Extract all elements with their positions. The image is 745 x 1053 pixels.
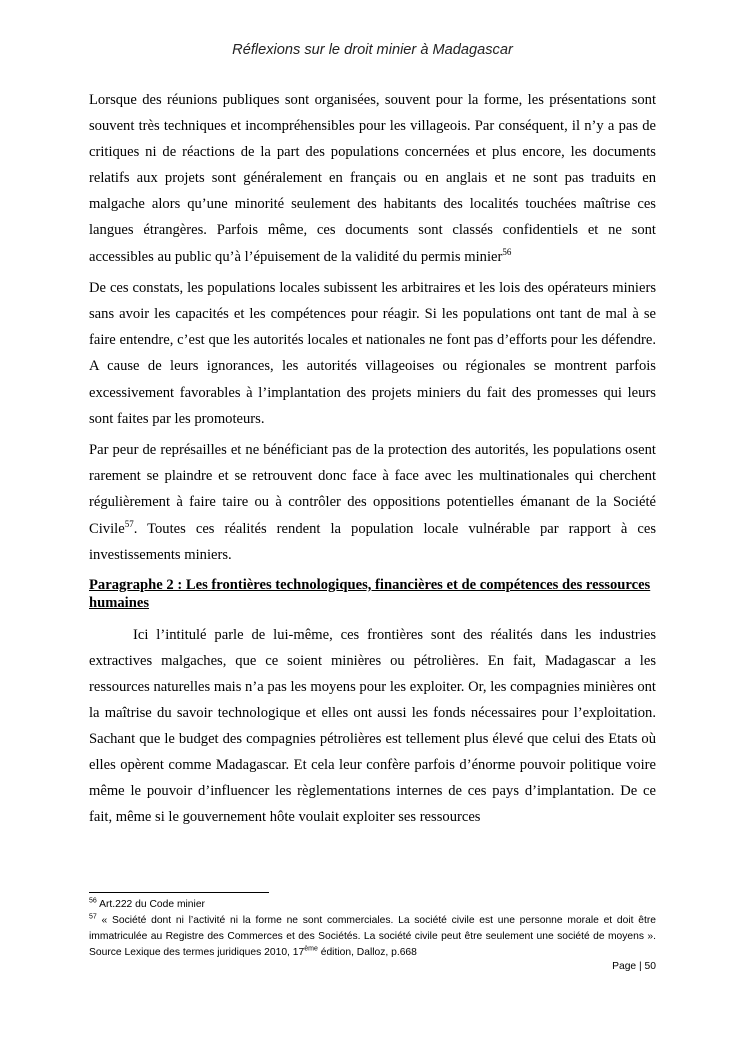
page-body bbox=[89, 87, 656, 836]
footnote-57: $^{57}$ « Société dont ni l’activité ni la forme ne sont commerciales. La société civile est une personne morale et doit être immatriculée au Registre des Commerces et des Sociétés. La société civile peut être seulement une société de moyens ». Source Lexique des termes juridiques 2010, 17ème édition, Dalloz, p.668 bbox=[89, 913, 656, 958]
paragraph-1: Lorsque des réunions publiques sont organisées, souvent pour la forme, les présentations sont souvent très techniques et incompréhensibles pour les villageois. Par conséquent, il n’y a pas de critiques ni de réactions de la part des populations concernées et plus encore, les documents relatifs aux projets sont généralement en français ou en anglais et ne sont pas traduits en malgache alors qu’une minorité seulement des habitants des localités touchées maîtrise ces langues étrangères. Parfois même, ces documents sont classés confidentiels et ne sont accessibles au public qu’à l’épuisement de la validité du permis minier$^{56}$ bbox=[89, 92, 656, 265]
section-heading: Paragraphe 2 : Les frontières technologiques, financières et de compétences des ressources humaines bbox=[89, 576, 651, 611]
footnote-separator bbox=[89, 892, 269, 893]
page-number: Page | 50 bbox=[612, 961, 656, 972]
running-header: Réflexions sur le droit minier à Madagascar bbox=[232, 42, 513, 58]
footnote-ref-56[interactable]: 56 bbox=[502, 246, 512, 257]
paragraph-4: Ici l’intitulé parle de lui-même, ces frontières sont des réalités dans les industries extractives malgaches, que ce soient minières ou pétrolières. En fait, Madagascar a les ressources naturelles mais n’a pas les moyens pour les exploiter. Or, les compagnies minières ont la maîtrise du savoir technologique et elles ont aussi les fonds nécessaires pour l’exploitation. Sachant que le budget des compagnies pétrolières est tellement plus élevé que celui des Etats où elles opèrent comme Madagascar. Et cela leur confère parfois d’énorme pouvoir politique voire même le pouvoir d’influencer les règlementations internes de ces pays d’implantation. De ce fait, même si le gouvernement hôte voulait exploiter ses ressources bbox=[89, 626, 656, 826]
footnote-ref-57[interactable]: 57 bbox=[124, 518, 134, 529]
paragraph-2: De ces constats, les populations locales subissent les arbitraires et les lois des opérateurs miniers sans avoir les capacités et les compétences pour réagir. Si les populations ont tant de mal à se faire entendre, c’est que les autorités locales et nationales ne font pas d’efforts pour les défendre. A cause de leurs ignorances, les autorités villageoises ou régionales se montrent parfois excessivement favorables à l’implantation des projets miniers du fait des promesses qui leurs sont faites par les promoteurs. bbox=[89, 280, 656, 427]
paragraph-3: Par peur de représailles et ne bénéficiant pas de la protection des autorités, les populations osent rarement se plaindre et se retrouvent donc face à face avec les multinationales qui cherchent régulièrement à faire taire ou à contrôler des oppositions potentielles émanant de la Société Civile$^{57}$. Toutes ces réalités rendent la population locale vulnérable par rapport à ces investissements miniers. bbox=[89, 442, 656, 563]
footnote-56: $^{56}$ Art.222 du Code minier bbox=[89, 897, 205, 910]
footnotes bbox=[89, 897, 656, 961]
